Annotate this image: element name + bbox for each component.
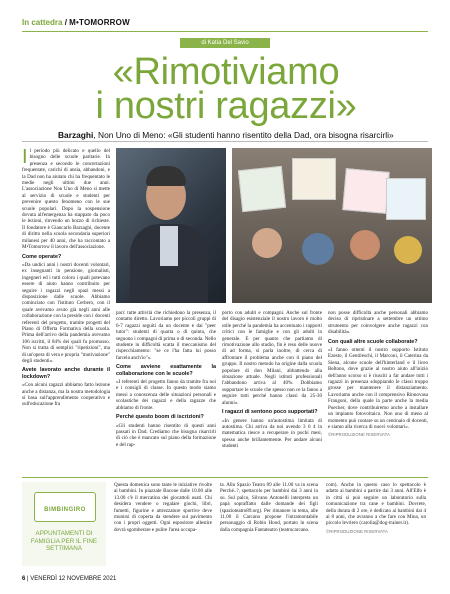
section-separator: /	[64, 18, 67, 27]
protest-sign	[292, 158, 336, 200]
question: Perché questo boom di iscrizioni?	[116, 414, 204, 421]
article-column-1	[22, 148, 110, 410]
article-column-3	[222, 310, 322, 452]
answer: «Gli studenti hanno risentito di questi anni passati in Dad. Crediamo che bisogna risarcirli di ciò che è mancato sul piano della formazione e del rap-	[116, 422, 216, 448]
subtitle-rule	[22, 141, 428, 142]
page-footer: 6 | VENERDÌ 12 NOVEMBRE 2021	[22, 576, 117, 582]
header-rule	[22, 31, 428, 32]
question: I ragazzi di sentono poco supportati?	[222, 409, 318, 416]
title-line-1: «Rimotiviamo	[112, 51, 340, 93]
answer: porto con adulti e compagni. Anche sul fronte del disagio esistenziale il nostro lavoro è molto utile perché la pandemia ha accentuato i rapporti critici con le famiglie e con gli adulti in generale. E per quanto che partiamo di rimotivazione allo studio, fin è reso delle nuove di ad forma, si parla inoltre, di cerca di affrontare il problema anche con il piano del gruppo. Il nostro metodo ha origine dalla scuola popolare di don Milani, abbattendo alla situazione attuale. Negli istituti professionali l'abbandono arriva al 40%. Dobbiamo supportare le scuole che spesso non ce la fanno a seguire tutti perché hanno classi da 25-30 alunni».	[222, 310, 322, 406]
sidebar-headline: APPUNTAMENTI DI FAMIGLIA PER IL FINE SETTIMANA	[30, 530, 98, 552]
protester	[394, 236, 422, 264]
supplement-name: M•TOMORROW	[69, 18, 130, 27]
protest-sign	[238, 166, 286, 212]
copyright-notice: ©RIPRODUZIONE RISERVATA	[326, 528, 388, 534]
portrait-shirt	[160, 226, 178, 266]
article-column-2	[116, 310, 216, 450]
subtitle-name: Barzaghi	[58, 130, 94, 140]
page-number: 6	[22, 576, 26, 582]
article-intro: l periodo più delicato e quello del bisogno delle scuole paritarie. In presenza e secondo le concertazioni frequentate, carichi di ansia, abbandoni, e la Dad non ha aiutato chi ha frequentato le medie negli ultimi due anni. L'associazione Non Uno di Meno si mette al servizio di scuole e studenti per prevenire questo fenomeno con le sue scuole popolari. Dopo la sospensione dovuta all'emergenza ha stappato da poco le lezioni, rinvendo un bozzo di richieste. Il fondatore è Giancarlo Barzaghi, docente di diritto nella scuola secondaria superiori milanesi per 40 anni, che ha raccontato a M•Tomorrow il lavoro dell'associazione.	[22, 148, 110, 251]
sidebar-column-1: Questa domenica sono tante le iniziative rivolte ai bambini. In piazzale Bacone dalle 10.00 alle 13.00 c'è il mercatino dei giocattoli usati. Chi desidera vendere o regalare giochi, libri, fumetti, figurine e attrezzature sportive deve munirsi di coperta da stendere sul pavimento con i propri oggetti. Ogni espositore allestire dovrà sgomberare e pulire l'area occupa-	[114, 482, 212, 533]
answer: non posse difficoltà anche personali abbiamo deciso di ripristinare a settembre un ottimo strumento per coinvolgere anche ragazzi con disabilità».	[328, 310, 428, 336]
article-subtitle	[58, 130, 418, 140]
issue-date: VENERDÌ 12 NOVEMBRE 2021	[30, 576, 117, 582]
page-header	[22, 18, 428, 30]
sidebar-heading-box	[22, 482, 106, 566]
portrait-photo	[116, 148, 226, 303]
answer: «In genere hanno un'autostima limitata di autostima. Chi arriva da noi avendo 3 0 4 in matematica riesce a recuperare in pochi mesi, spesso anche brillantemente. Per andare alcuni studenti	[222, 417, 322, 450]
copyright-notice: ©RIPRODUZIONE RISERVATA	[328, 432, 390, 438]
sidebar-column-2: ta. Allo Spazio Teatro 89 alle 11.00 va in scena Perché..?, spettacolo per bambini dai 3 anni in su. Sul palco, Silvano Antonelli interpreta un papà sopraffatto dalle domande dei figli (spazioteatro89.org). Per rimanere in tema, alle 11.00 il Carcano propone l'intramontabile personaggio di Robin Hood, portato in scena dalla compagnia Fantateatro (teatrocarcano.	[220, 482, 318, 533]
drop-cap: I	[22, 146, 28, 168]
sidebar-box	[22, 477, 428, 558]
protester	[302, 233, 334, 265]
title-line-2: i nostri ragazzi»	[95, 85, 357, 127]
protester	[350, 230, 380, 260]
protest-sign	[342, 168, 389, 214]
question: Come avviene esattamente la collaborazione con le scuole?	[116, 364, 216, 377]
answer: «I referenti del progetto fanno da tramite fra noi e i consigli di classe. In questo modo siamo messi a conoscenza delle situazioni personali e scolastiche dei ragazzi e della ragazze che abbiamo di fronte.	[116, 379, 216, 411]
bimbingiro-logo	[34, 492, 96, 522]
article-title	[40, 51, 412, 127]
protester	[252, 228, 282, 258]
answer: pari: tutte attività che richiedono la presenza, il contatto diretto. Lavoriamo per piccoli gruppi di 6-7 ragazzi seguiti da un docente e dai "peer tutor": studenti di quarta o di quinta, che seguono i compagni di prima o di seconda. Nello studente in difficoltà scatta il meccanismo del rispecchiamento: "se ce l'ha fatta lui posso farcela anch'io"».	[116, 310, 217, 361]
section-name: In cattedra	[22, 18, 63, 27]
subtitle-text: , Non Uno di Meno: «Gli studenti hanno risentito della Dad, ora bisogna risarcirli»	[93, 130, 394, 140]
logo-text: BIMBINGIRO	[44, 507, 86, 513]
portrait-hair	[146, 166, 186, 186]
answer: «I fanno ottenti il nostro supporto Istituto Ezesto, il Gentileschi, il Marconi, il Caterina da Siena, alcune scuole dell'hinterland e il liceo Beltono, dove grazie al nostro aiuto all'inizio dell'anno scorso si è riusciti a far andare tutti i ragazzi in presenza sdoppiando le classi troppo grosse per mantenere il distanziamento. Lavoriamo anche con il comprensivo Rinnovasa Frangoni, della quale la parte anche la media Puecher, dove contribuiremo anche a installare un impianto fotovoltaico. Non uno di meno al momento può contare su un centinaio di docenti, e siamo alla ricerca di nuovi volontari».	[328, 347, 428, 430]
sidebar-column-3	[326, 482, 426, 537]
article-column-4	[328, 310, 428, 441]
answer: «Con alcuni ragazzi abbiamo fatto lezione anche a distanza, ma la nostra metodologia si basa sull'apprendimento cooperativo e sull'educazione fra	[22, 382, 110, 408]
sidebar-text: com). Anche in questo caso lo spettacolo è adatto ai bambini a partire dai 3 anni. All'Elfo è in cittá si può seguire un laboratorio sulla comunicazione tra cane e bambini. Dovrete, della durata di 2 ore, è dedicato ai bambini dai 4 ai 8 anni, che avranno a che fare con Mina, un piccolo levriero (carolia@dog-trainer.it).	[326, 482, 426, 527]
protest-sign	[386, 178, 426, 220]
protest-photo	[232, 148, 432, 303]
answer: «Da undici anni i nostri docenti volontari, ex insegnanti in pensione, giornalisti, ingegneri ed i tutti coloro i quali potevano essere di aiuto hanno contribuito per seguire i ragazzi negli spazi messi a disposizione dalle scuole. Abbiamo cominciato con l'istituto Cerbero, con il quale avevamo avuto già negli anni alle collaborazione con la preside con i docenti referenti del progetto, tramite progetti del Piano di Offerta Formativa della scuola. Prima dell'arrivo della pandemia avevamo 106 iscritti, il 84% dei quali fu promosso. Non si tratta di semplici "ripetizioni", ma di un'opera di vera e propria "motivazione" degli studenti».	[22, 261, 110, 364]
byline: di Katia Del Savio	[180, 38, 270, 48]
question: Con quali altre scuole collaborate?	[328, 338, 418, 345]
question: Come operate?	[22, 253, 62, 260]
question: Avete lavorato anche durante il lockdown?	[22, 367, 110, 380]
section-label	[22, 18, 130, 27]
